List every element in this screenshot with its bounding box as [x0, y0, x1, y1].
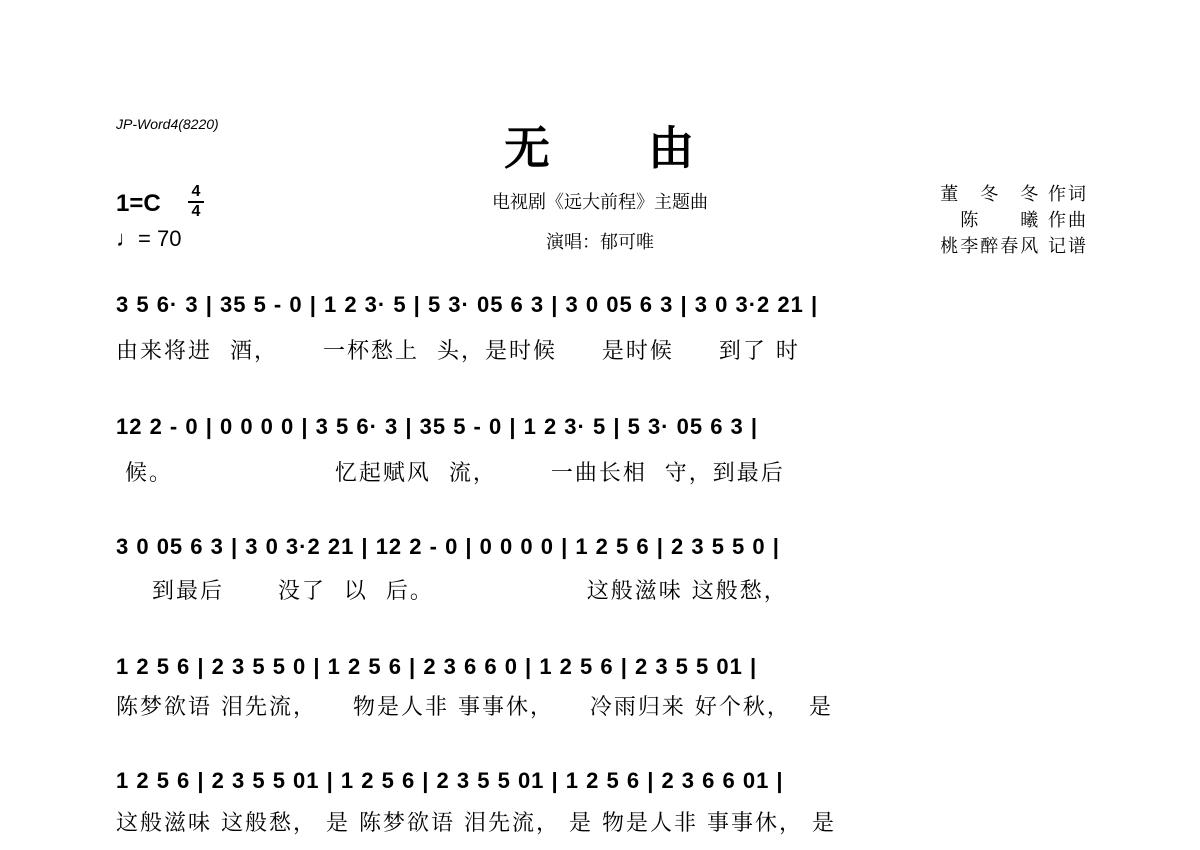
lyrics-line-3: 到最后 没了 以 后。 这般滋味 这般愁，: [116, 579, 788, 604]
key-signature: 1=C: [116, 190, 161, 217]
composer-credit: 陈 曦 作曲: [960, 210, 1088, 231]
notation-line-5: 1 2 5 6 | 2 3 5 5 01 | 1 2 5 6 | 2 3 5 5 01 | 1 2 5 6 | 2 3 6 6 01 |: [116, 768, 784, 793]
time-signature: [188, 184, 204, 220]
notation-line-2: 12 2 - 0 | 0 0 0 0 | 3 5 6· 3 | 35 5 - 0 | 1 2 3· 5 | 5 3· 05 6 3 |: [116, 414, 759, 439]
song-title: 无 由: [504, 121, 696, 175]
notation-line-3: 3 0 05 6 3 | 3 0 3·2 21 | 12 2 - 0 | 0 0 0 0 | 1 2 5 6 | 2 3 5 5 0 |: [116, 534, 780, 559]
lyrics-line-1: 由来将进 酒， 一杯愁上 头，是时候 是时候 到了 时: [116, 339, 800, 364]
lyrics-line-2: 候。 忆起赋风 流， 一曲长相 守，到最后: [116, 461, 785, 486]
meter-bottom: 4: [191, 203, 201, 220]
meter-top: 4: [191, 183, 201, 200]
notation-line-4: 1 2 5 6 | 2 3 5 5 0 | 1 2 5 6 | 2 3 6 6 0 | 1 2 5 6 | 2 3 5 5 01 |: [116, 654, 758, 679]
transcriber-credit: 桃李醉春风 记谱: [940, 236, 1088, 257]
credits-block: [940, 182, 1088, 260]
singer-credit: 演唱：郁可唯: [546, 232, 654, 253]
lyrics-line-4: 陈梦欲语 泪先流， 物是人非 事事休， 冷雨归来 好个秋， 是: [116, 695, 833, 720]
lyricist-credit: 董 冬 冬 作词: [940, 184, 1088, 205]
software-label: JP-Word4(8220): [116, 116, 219, 132]
song-subtitle: 电视剧《远大前程》主题曲: [492, 192, 708, 213]
tempo-marking: ♩= 70: [116, 226, 182, 251]
lyrics-line-5: 这般滋味 这般愁， 是 陈梦欲语 泪先流， 是 物是人非 事事休， 是: [116, 811, 836, 836]
notation-line-1: 3 5 6· 3 | 35 5 - 0 | 1 2 3· 5 | 5 3· 05 6 3 | 3 0 05 6 3 | 3 0 3·2 21 |: [116, 292, 819, 317]
